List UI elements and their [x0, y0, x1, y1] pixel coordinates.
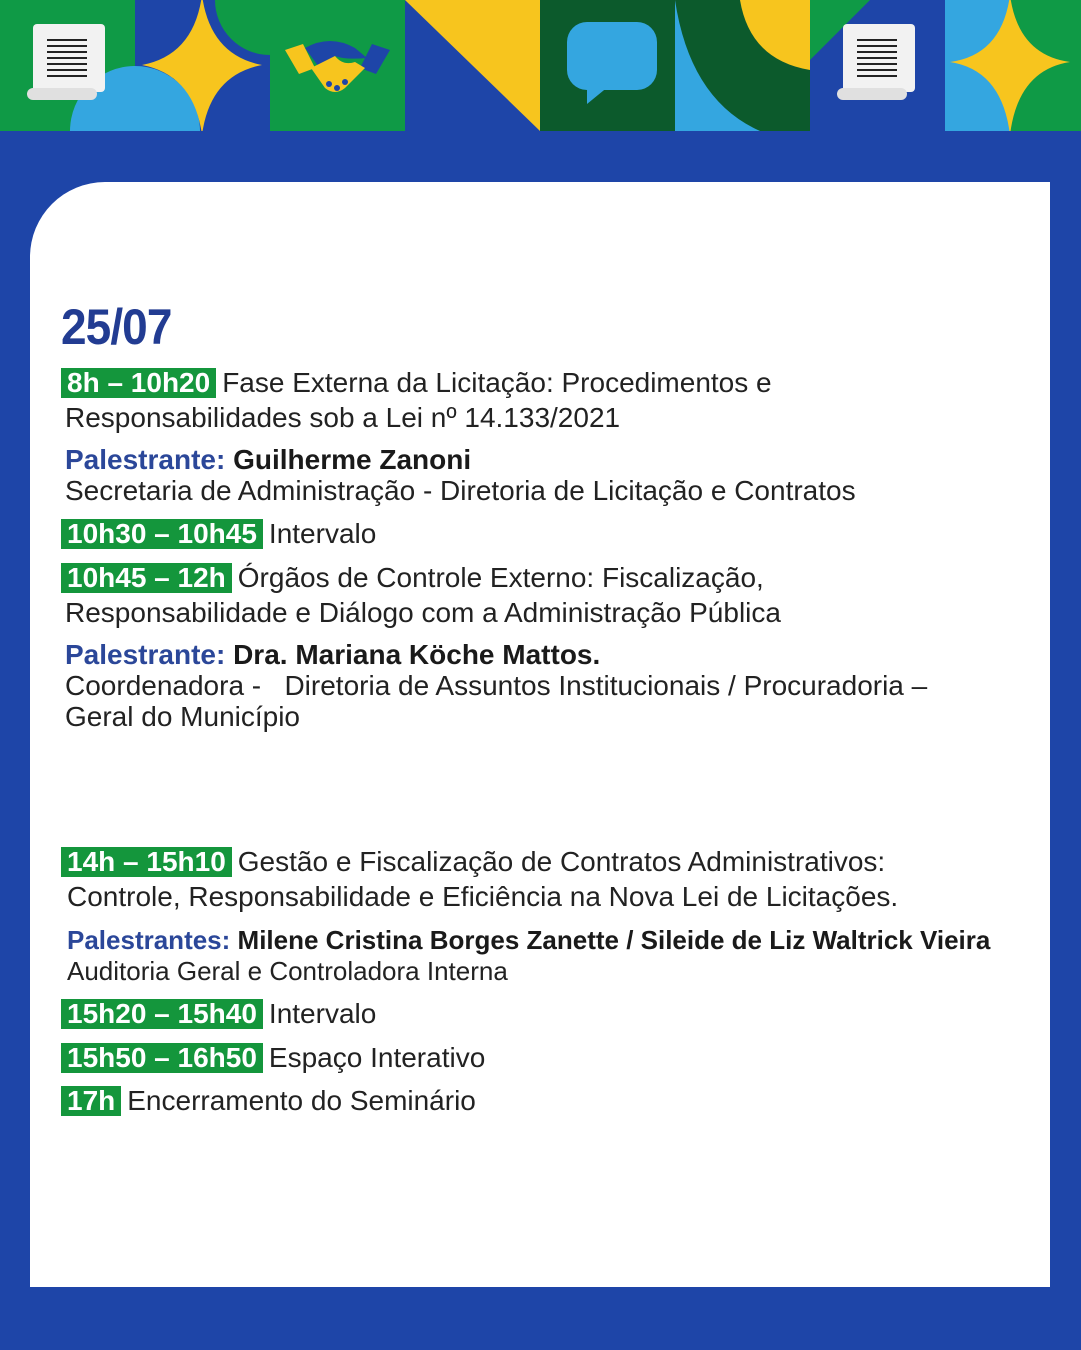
speech-bubble-icon [565, 20, 660, 105]
time-badge: 17h [61, 1086, 121, 1116]
speaker-name: Milene Cristina Borges Zanette / Sileide de Liz Waltrick Vieira [237, 925, 991, 955]
item-title: Fase Externa da Licitação: Procedimentos e [222, 367, 772, 398]
document-icon [835, 20, 925, 102]
item-title: Gestão e Fiscalização de Contratos Administrativos: [237, 846, 886, 877]
schedule-item [61, 1040, 485, 1075]
speaker-label: Palestrante: [65, 639, 226, 670]
item-title: Encerramento do Seminário [127, 1085, 476, 1116]
speaker-role-cont: Geral do Município [65, 701, 301, 732]
schedule-item [61, 1083, 476, 1118]
speaker-block [65, 444, 856, 506]
schedule-card [30, 182, 1050, 1287]
document-icon [25, 20, 115, 102]
speaker-name: Guilherme Zanoni [233, 444, 472, 475]
handshake-icon [285, 38, 390, 98]
schedule-date: 25/07 [61, 299, 172, 355]
item-title-cont: Responsabilidades sob a Lei nº 14.133/2021 [65, 402, 621, 433]
schedule-item [61, 560, 781, 630]
speaker-role: Secretaria de Administração - Diretoria de Licitação e Contratos [65, 475, 856, 506]
speaker-name: Dra. Mariana Köche Mattos. [233, 639, 601, 670]
speaker-role: Coordenadora - Diretoria de Assuntos Institucionais / Procuradoria – [65, 670, 928, 701]
schedule-item [61, 844, 898, 914]
speaker-block [65, 639, 927, 732]
item-title: Intervalo [268, 998, 377, 1029]
time-badge: 15h50 – 16h50 [61, 1043, 263, 1073]
schedule-item [61, 365, 772, 435]
item-title-cont: Controle, Responsabilidade e Eficiência na Nova Lei de Licitações. [67, 881, 899, 912]
speaker-label: Palestrantes: [67, 925, 231, 955]
item-title: Espaço Interativo [268, 1042, 486, 1073]
item-title: Intervalo [268, 518, 377, 549]
time-badge: 14h – 15h10 [61, 847, 232, 877]
item-title: Órgãos de Controle Externo: Fiscalização, [237, 562, 764, 593]
schedule-item [61, 996, 376, 1031]
speaker-role: Auditoria Geral e Controladora Interna [67, 956, 508, 986]
time-badge: 10h45 – 12h [61, 563, 232, 593]
time-badge: 8h – 10h20 [61, 368, 216, 398]
time-badge: 15h20 – 15h40 [61, 999, 263, 1029]
speaker-block [67, 925, 990, 987]
item-title-cont: Responsabilidade e Diálogo com a Administração Pública [65, 597, 781, 628]
time-badge: 10h30 – 10h45 [61, 519, 263, 549]
speaker-label: Palestrante: [65, 444, 226, 475]
schedule-item [61, 516, 376, 551]
header-banner [0, 0, 1081, 131]
